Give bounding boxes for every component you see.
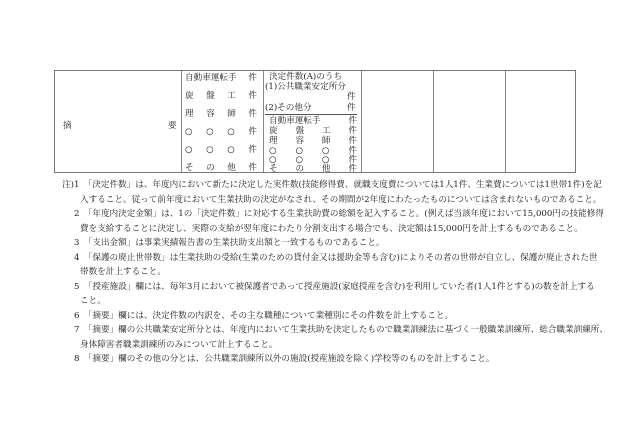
note-line: こと。 xyxy=(80,296,106,306)
char: 師 xyxy=(227,109,236,119)
unit: 件 xyxy=(248,109,257,119)
note-line: 帯数を計上すること。 xyxy=(80,267,166,277)
note-line: 8 「摘要」欄のその他の分とは、公共職業訓練所以外の施設(授産施設を除く)学校等のものを計上すること。 xyxy=(74,354,495,364)
unit: 件 xyxy=(248,91,257,101)
char: の xyxy=(295,164,305,174)
divider xyxy=(361,71,362,172)
char: ○ xyxy=(269,155,277,165)
char: そ xyxy=(185,163,194,173)
public-office-label: (1)公共職業安定所分 xyxy=(265,82,346,92)
unit: 件 xyxy=(348,155,357,165)
unit: 件 xyxy=(347,92,356,102)
col2-row xyxy=(185,109,257,119)
char: ○ xyxy=(206,127,214,137)
char: そ xyxy=(269,164,278,174)
unit: 件 xyxy=(248,73,257,83)
other-label: (2)その他分 xyxy=(265,103,312,113)
col3-row xyxy=(269,136,357,146)
note-line: 身体障害者職業訓練所のみについて計上すること。 xyxy=(80,339,278,350)
occupation: 自動車運転手 xyxy=(185,73,237,83)
char: 旋 xyxy=(269,126,278,136)
char: ○ xyxy=(295,146,303,156)
unit: 件 xyxy=(348,146,357,156)
char: ○ xyxy=(227,127,235,137)
unit: 件 xyxy=(348,164,357,174)
divider xyxy=(181,71,182,172)
underline xyxy=(265,114,357,115)
char: ○ xyxy=(206,145,214,155)
summary-table xyxy=(54,70,576,173)
unit: 件 xyxy=(348,126,357,136)
divider xyxy=(505,71,506,172)
unit: 件 xyxy=(348,136,357,146)
char: ○ xyxy=(321,146,330,156)
char: 理 xyxy=(185,109,194,119)
note-line: 3 「支出金額」は事業実績報告書の生業扶助支出額と一致するものであること。 xyxy=(74,238,385,248)
char: 他 xyxy=(321,164,331,174)
char: 盤 xyxy=(206,91,215,101)
col2-row xyxy=(185,91,257,101)
char: 容 xyxy=(295,136,305,146)
char: ○ xyxy=(321,155,330,165)
col3-header: 決定件数(A)のうち xyxy=(269,72,343,82)
divider xyxy=(433,71,434,172)
char: 師 xyxy=(321,136,331,146)
char: 容 xyxy=(206,109,215,119)
note-line: 2 「年度内決定金額」は、1の「決定件数」に対応する生業扶助費の総額を記入すること。(例えば当該年度において15,000円の技能修得 xyxy=(74,209,604,219)
char: 盤 xyxy=(295,126,305,136)
note-line: 6 「摘要」欄には、決定件数の内訳を、その主な職種について業種別にその件数を計上すること。 xyxy=(74,310,454,321)
divider xyxy=(263,71,264,172)
col2-row xyxy=(185,145,257,155)
col3-row xyxy=(269,126,357,136)
char: ○ xyxy=(227,145,235,155)
col2-row xyxy=(185,73,257,83)
unit: 件 xyxy=(248,163,257,173)
char: ○ xyxy=(185,127,193,137)
unit: 件 xyxy=(248,127,257,137)
note-line: 4 「保護の廃止世帯数」は生業扶助の受給(生業のための貸付金又は援助金等も含む)によりその者の世帯が自立し、保護が廃止された世 xyxy=(74,252,598,263)
unit: 件 xyxy=(347,103,356,113)
unit: 件 xyxy=(248,145,257,155)
occupation: 自動車運転手 xyxy=(269,116,321,126)
char: 理 xyxy=(269,136,278,146)
unit: 件 xyxy=(348,116,357,126)
char: ○ xyxy=(295,155,303,165)
char: ○ xyxy=(269,146,277,156)
char: 工 xyxy=(227,91,236,101)
char: 工 xyxy=(321,126,331,136)
row-label-char: 要 xyxy=(168,121,177,131)
note-line: 入すること。従って前年度において生業扶助の決定がなされ、その期間が2年度にわたったものについては含まれないものであること。 xyxy=(80,194,602,205)
char: ○ xyxy=(185,145,193,155)
col2-row xyxy=(185,127,257,137)
col3-row xyxy=(269,164,357,174)
col3-row xyxy=(269,116,357,126)
char: 旋 xyxy=(185,91,194,101)
note-line: 費を支給することに決定し、実際の支給が翌年度にわたり分割支出する場合でも、決定額は15,000円を計上するものであること。 xyxy=(80,223,583,234)
note-line: 注)1 「決定件数」は、年度内において新たに決定した実件数(技能修得費、就職支度費については1人1件、生業費については1世帯1件)を記 xyxy=(62,180,602,190)
char: の xyxy=(206,163,215,173)
note-line: 7 「摘要」欄の公共職業安定所分とは、年度内において生業扶助を決定したもので職業訓練法に基づく一般職業訓練所、総合職業訓練所、 xyxy=(74,325,608,335)
char: 他 xyxy=(227,163,236,173)
note-line: 5 「授産施設」欄には、毎年3月において被保護者であって授産施設(家庭授産を含む)を利用していた者(1人1件とする)の数を計上する xyxy=(74,281,595,292)
row-label-char: 摘 xyxy=(63,121,72,131)
col2-row xyxy=(185,163,257,173)
